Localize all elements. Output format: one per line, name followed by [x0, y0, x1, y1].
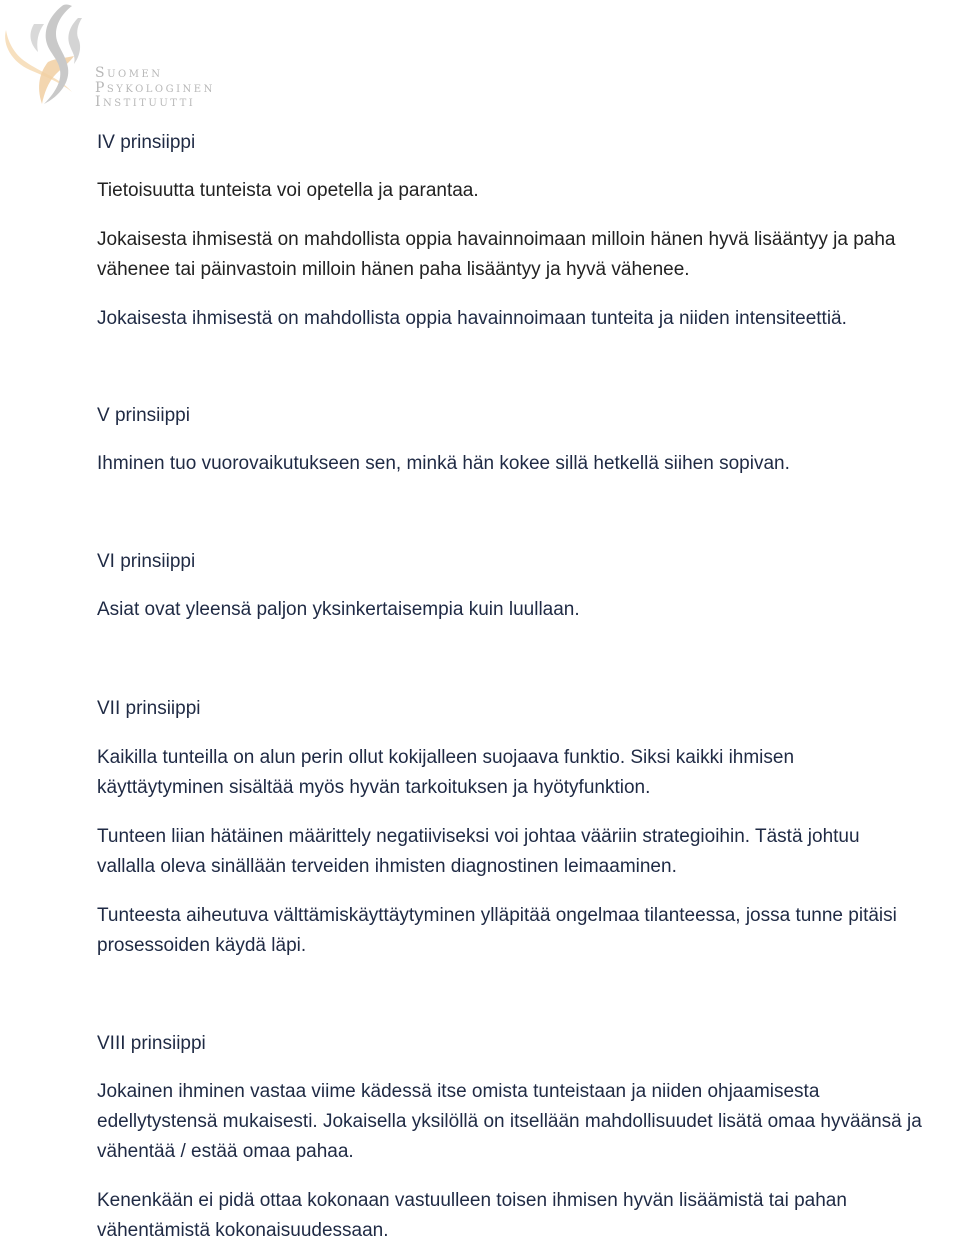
- paragraph-line: Tunteen liian hätäinen määrittely negatiiviseksi voi johtaa vääriin strategioihin. Tästä johtuu: [97, 826, 860, 847]
- logo-wordmark: [95, 66, 215, 110]
- paragraph: [97, 743, 957, 803]
- paragraph-line: Jokaisesta ihmisestä on mahdollista oppia havainnoimaan milloin hänen hyvä lisääntyy ja paha: [97, 229, 896, 250]
- section-heading-v: V prinsiippi: [97, 405, 190, 426]
- section-heading-vii: VII prinsiippi: [97, 698, 201, 719]
- section-heading-vi: VI prinsiippi: [97, 551, 196, 572]
- paragraph: [97, 1077, 957, 1167]
- document-body: [97, 128, 957, 1246]
- paragraph-line: vähentämistä kokonaisuudessaan.: [97, 1220, 389, 1241]
- paragraph: [97, 595, 957, 625]
- paragraph-line: käyttäytyminen sisältää myös hyvän tarkoituksen ja hyötyfunktion.: [97, 777, 651, 798]
- paragraph: [97, 1186, 957, 1246]
- paragraph-line: Kenenkään ei pidä ottaa kokonaan vastuulleen toisen ihmisen hyvän lisäämistä tai pahan: [97, 1190, 847, 1211]
- logo-line-1: Suomen: [95, 65, 163, 81]
- paragraph: [97, 449, 957, 479]
- paragraph-line: vähentää / estää omaa pahaa.: [97, 1141, 354, 1162]
- section-heading-viii: VIII prinsiippi: [97, 1033, 206, 1054]
- logo-line-3: Instituutti: [95, 94, 196, 110]
- section-heading-iv: IV prinsiippi: [97, 132, 196, 153]
- paragraph-line: Tietoisuutta tunteista voi opetella ja parantaa.: [97, 180, 479, 201]
- institute-logo: [0, 0, 230, 115]
- paragraph: [97, 822, 957, 882]
- paragraph-line: vähenee tai päinvastoin milloin hänen paha lisääntyy ja hyvä vähenee.: [97, 259, 690, 280]
- paragraph: [97, 901, 957, 961]
- paragraph-line: Ihminen tuo vuorovaikutukseen sen, minkä hän kokee sillä hetkellä siihen sopivan.: [97, 453, 790, 474]
- paragraph-line: vallalla oleva sinällään terveiden ihmisten diagnostinen leimaaminen.: [97, 856, 677, 877]
- paragraph-line: Asiat ovat yleensä paljon yksinkertaisempia kuin luullaan.: [97, 599, 580, 620]
- paragraph-line: Jokaisesta ihmisestä on mahdollista oppia havainnoimaan tunteita ja niiden intensiteettiä.: [97, 308, 847, 329]
- paragraph-line: Jokainen ihminen vastaa viime kädessä itse omista tunteistaan ja niiden ohjaamisesta: [97, 1081, 820, 1102]
- paragraph-line: Kaikilla tunteilla on alun perin ollut kokijalleen suojaava funktio. Siksi kaikki ihmisen: [97, 747, 795, 768]
- paragraph: [97, 225, 957, 285]
- paragraph-line: edellytystensä mukaisesti. Jokaisella yksilöllä on itsellään mahdollisuudet lisätä omaa hyväänsä ja: [97, 1111, 922, 1132]
- paragraph-line: Tunteesta aiheutuva välttämiskäyttäytyminen ylläpitää ongelmaa tilanteessa, jossa tunne pitäisi: [97, 905, 897, 926]
- paragraph: [97, 176, 957, 206]
- paragraph-line: prosessoiden käydä läpi.: [97, 935, 307, 956]
- paragraph: [97, 304, 957, 334]
- flame-figure-icon: [0, 0, 95, 115]
- logo-line-2: Psykologinen: [95, 79, 215, 96]
